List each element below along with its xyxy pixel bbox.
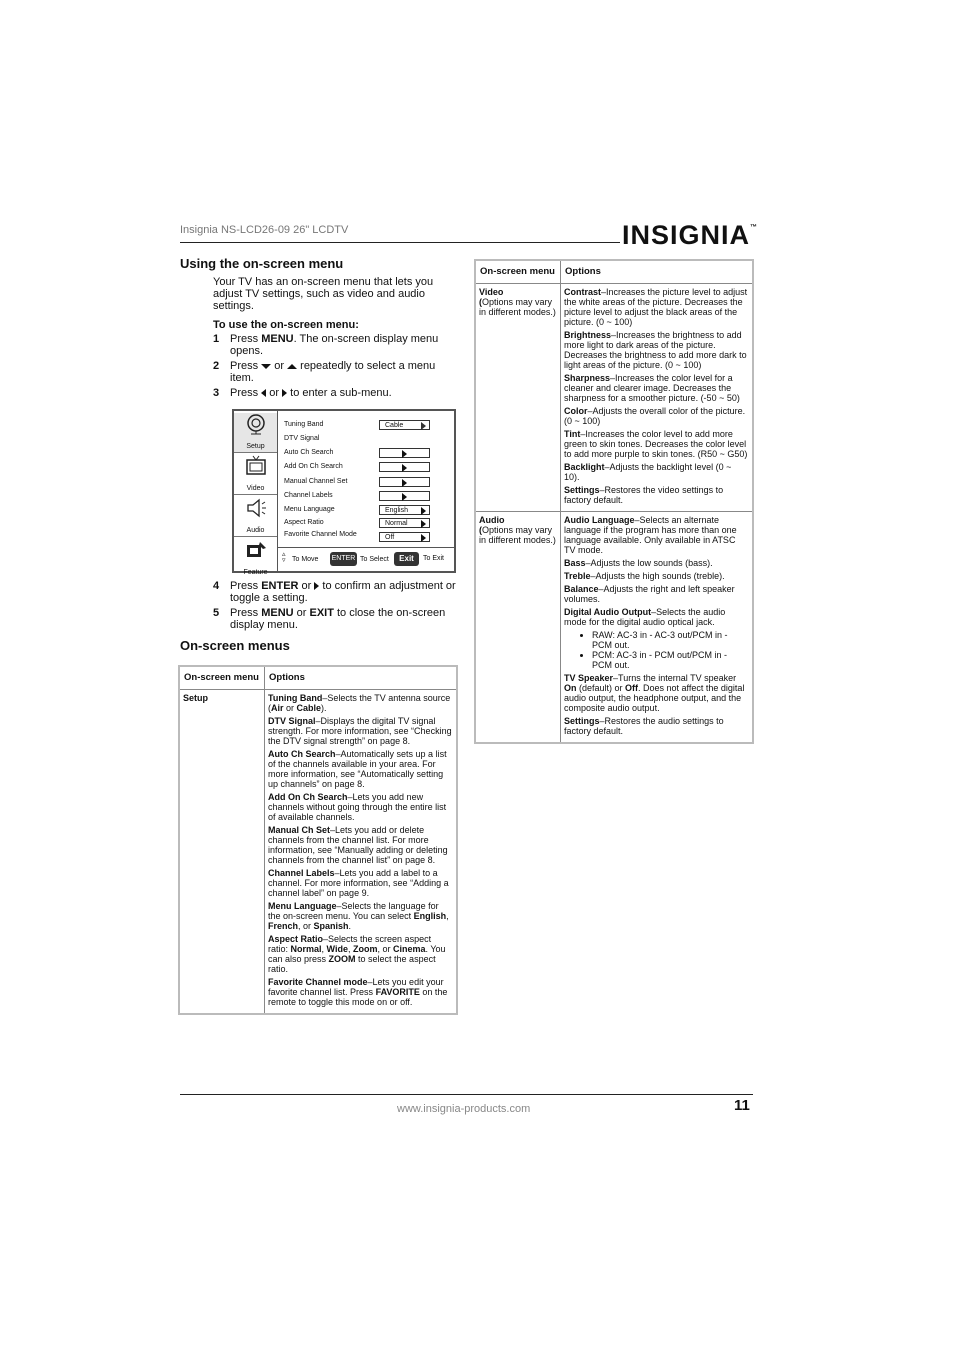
option-sharpness: Sharpness–Increases the color level for a cleaner and clearer image. Decreases the sharpness for a smoother picture. (-50 ~ 50) [564, 373, 740, 403]
osd-row-favorite-channel-mode: Favorite Channel Mode [284, 531, 357, 538]
tab-video: Video [234, 455, 277, 495]
feature-tv-icon [245, 539, 267, 561]
table-header-row [179, 666, 457, 690]
table-row [475, 284, 753, 512]
option-manual-ch-set: Manual Ch Set–Lets you add or delete channels from the channel list. For more information, see “Manually adding or deleting channels from the channel list” on page 8. [268, 825, 448, 865]
section-heading-onscreen-menus: On-screen menus [180, 638, 290, 653]
osd-row-auto-ch-search: Auto Ch Search [284, 449, 334, 456]
osd-row-add-on-ch-search: Add On Ch Search [284, 463, 343, 470]
footer-rule [180, 1094, 753, 1095]
step-4: 4 Press ENTER or to confirm an adjustment or toggle a setting. [213, 580, 456, 604]
play-arrow-icon [402, 479, 407, 487]
option-treble: Treble–Adjusts the high sounds (treble). [564, 571, 725, 581]
onscreen-menu-illustration [232, 409, 456, 576]
table-header-row [475, 260, 753, 284]
osd-footer-move: To Move [292, 556, 319, 563]
setup-options [265, 690, 458, 1015]
option-channel-labels: Channel Labels–Lets you add a label to a channel. For more information, see “Adding a channel label” on page 9. [268, 868, 449, 898]
option-menu-language: Menu Language–Selects the language for the on-screen menu. You can select English, French, or Spanish. [268, 901, 449, 931]
osd-value-aspect-ratio: Normal [379, 518, 430, 528]
play-arrow-icon [421, 520, 426, 528]
osd-value-tuning-band: Cable [379, 420, 430, 430]
table-row [475, 512, 753, 744]
menu-name-video: Video (Options may vary in different modes.) [475, 284, 561, 512]
osd-row-manual-channel-set: Manual Channel Set [284, 478, 348, 485]
menu-name-audio: Audio (Options may vary in different modes.) [475, 512, 561, 744]
osd-value-menu-language: English [379, 505, 430, 515]
step-1: 1 Press MENU. The on-screen display menu opens. [213, 333, 439, 357]
footer-url: www.insignia-products.com [397, 1103, 531, 1115]
option-brightness: Brightness–Increases the brightness to add more light to dark areas of the picture. Decreases the brightness to add more dark to light areas of the picture. (0 ~ 100) [564, 330, 747, 370]
option-dtv-signal: DTV Signal–Displays the digital TV signal strength. For more information, see “Checking the DTV signal strength” on page 8. [268, 716, 452, 746]
option-contrast: Contrast–Increases the picture level to adjust the white areas of the picture. Decreases the picture level to adjust the black areas of the picture. (0 ~ 100) [564, 287, 748, 327]
option-audio-settings: Settings–Restores the audio settings to factory default. [564, 716, 724, 736]
osd-value-favorite-channel-mode: Off [379, 532, 430, 542]
audio-options [561, 512, 754, 744]
exit-key: Exit [394, 552, 419, 566]
osd-footer-select: To Select [360, 556, 389, 563]
up-down-icon: ▵ ▿ [282, 551, 286, 564]
procedure-heading: To use the on-screen menu: [213, 319, 359, 331]
option-backlight: Backlight–Adjusts the backlight level (0 ~ 10). [564, 462, 732, 482]
osd-row-tuning-band: Tuning Band [284, 421, 324, 428]
play-arrow-icon [421, 422, 426, 430]
tab-feature: Feature [234, 539, 277, 578]
option-bass: Bass–Adjusts the low sounds (bass). [564, 558, 713, 568]
step-2: 2 Press or repeatedly to select a menu item. [213, 360, 436, 384]
play-arrow-icon [402, 493, 407, 501]
enter-key: ENTER [330, 552, 357, 566]
option-audio-language: Audio Language–Selects an alternate language if the program has more than one language available. Only available in ATSC TV mode. [564, 515, 737, 555]
video-audio-menu-table [474, 259, 754, 744]
speaker-icon [245, 497, 267, 519]
tv-icon [245, 455, 267, 477]
play-arrow-icon [421, 507, 426, 515]
col-header-options: Options [561, 260, 754, 284]
play-arrow-icon [402, 450, 407, 458]
down-arrow-icon [261, 364, 271, 369]
step-5: 5 Press MENU or EXIT to close the on-screen display menu. [213, 607, 446, 631]
menu-name-setup: Setup [179, 690, 265, 1015]
step-3: 3 Press or to enter a sub-menu. [213, 387, 392, 399]
running-header: Insignia NS-LCD26-09 26" LCDTV [180, 224, 349, 236]
osd-value-add-on-ch-search [379, 462, 430, 472]
option-aspect-ratio: Aspect Ratio–Selects the screen aspect ratio: Normal, Wide, Zoom, or Cinema. You can also press ZOOM to select the aspect ratio. [268, 934, 446, 974]
osd-row-dtv-signal: DTV Signal [284, 435, 320, 442]
setup-icon [245, 413, 267, 435]
col-header-options: Options [265, 666, 458, 690]
option-color: Color–Adjusts the overall color of the picture. (0 ~ 100) [564, 406, 746, 426]
osd-footer-exit: To Exit [423, 555, 445, 562]
option-add-on-ch-search: Add On Ch Search–Lets you add new channels without going through the entire list of available channels. [268, 792, 447, 822]
tab-audio: Audio [234, 497, 277, 537]
video-options [561, 284, 754, 512]
osd-row-channel-labels: Channel Labels [284, 492, 333, 499]
option-tuning-band: Tuning Band–Selects the TV antenna source (Air or Cable). [268, 693, 451, 713]
option-balance: Balance–Adjusts the right and left speaker volumes. [564, 584, 735, 604]
osd-row-aspect-ratio: Aspect Ratio [284, 519, 324, 526]
intro-paragraph: Your TV has an on-screen menu that lets you adjust TV settings, such as video and audio settings. [213, 276, 434, 312]
osd-row-menu-language: Menu Language [284, 506, 335, 513]
up-arrow-icon [287, 364, 297, 369]
option-favorite-channel-mode: Favorite Channel mode–Lets you edit your favorite channel list. Press FAVORITE on the remote to toggle this mode on or off. [268, 977, 448, 1007]
osd-footer [278, 547, 454, 572]
col-header-menu: On-screen menu [475, 260, 561, 284]
section-heading-using-menu: Using the on-screen menu [180, 256, 344, 271]
table-row [179, 690, 457, 1015]
option-digital-audio-output: Digital Audio Output–Selects the audio mode for the digital audio optical jack. [564, 607, 726, 627]
osd-value-channel-labels [379, 491, 430, 501]
option-auto-ch-search: Auto Ch Search–Automatically sets up a list of the channels available in your area. For more information, see “Automatically setting up channels” on page 8. [268, 749, 447, 789]
play-arrow-icon [402, 464, 407, 472]
osd-value-auto-ch-search [379, 448, 430, 458]
play-arrow-icon [421, 534, 426, 542]
option-tint: Tint–Increases the color level to add more green to skin tones. Decreases the color level to add more purple to skin tones. (R50 ~ G50) [564, 429, 748, 459]
option-video-settings: Settings–Restores the video settings to factory default. [564, 485, 724, 505]
digital-audio-bullets [564, 630, 749, 670]
list-item: • PCM: AC-3 in - PCM out/PCM in - PCM out. [592, 650, 749, 670]
tab-setup: Setup [234, 413, 277, 453]
option-tv-speaker: TV Speaker–Turns the internal TV speaker On (default) or Off. Does not affect the digital audio output, the headphone output, and the composite audio output. [564, 673, 745, 713]
insignia-logo: INSIGNIA™ [622, 220, 759, 250]
page-number: 11 [734, 1097, 750, 1114]
col-header-menu: On-screen menu [179, 666, 265, 690]
menu-tabs [234, 411, 278, 576]
setup-menu-table [178, 665, 458, 1015]
header-rule [180, 242, 620, 243]
list-item: • RAW: AC-3 in - AC-3 out/PCM in - PCM out. [592, 630, 749, 650]
osd-value-manual-channel-set [379, 477, 430, 487]
